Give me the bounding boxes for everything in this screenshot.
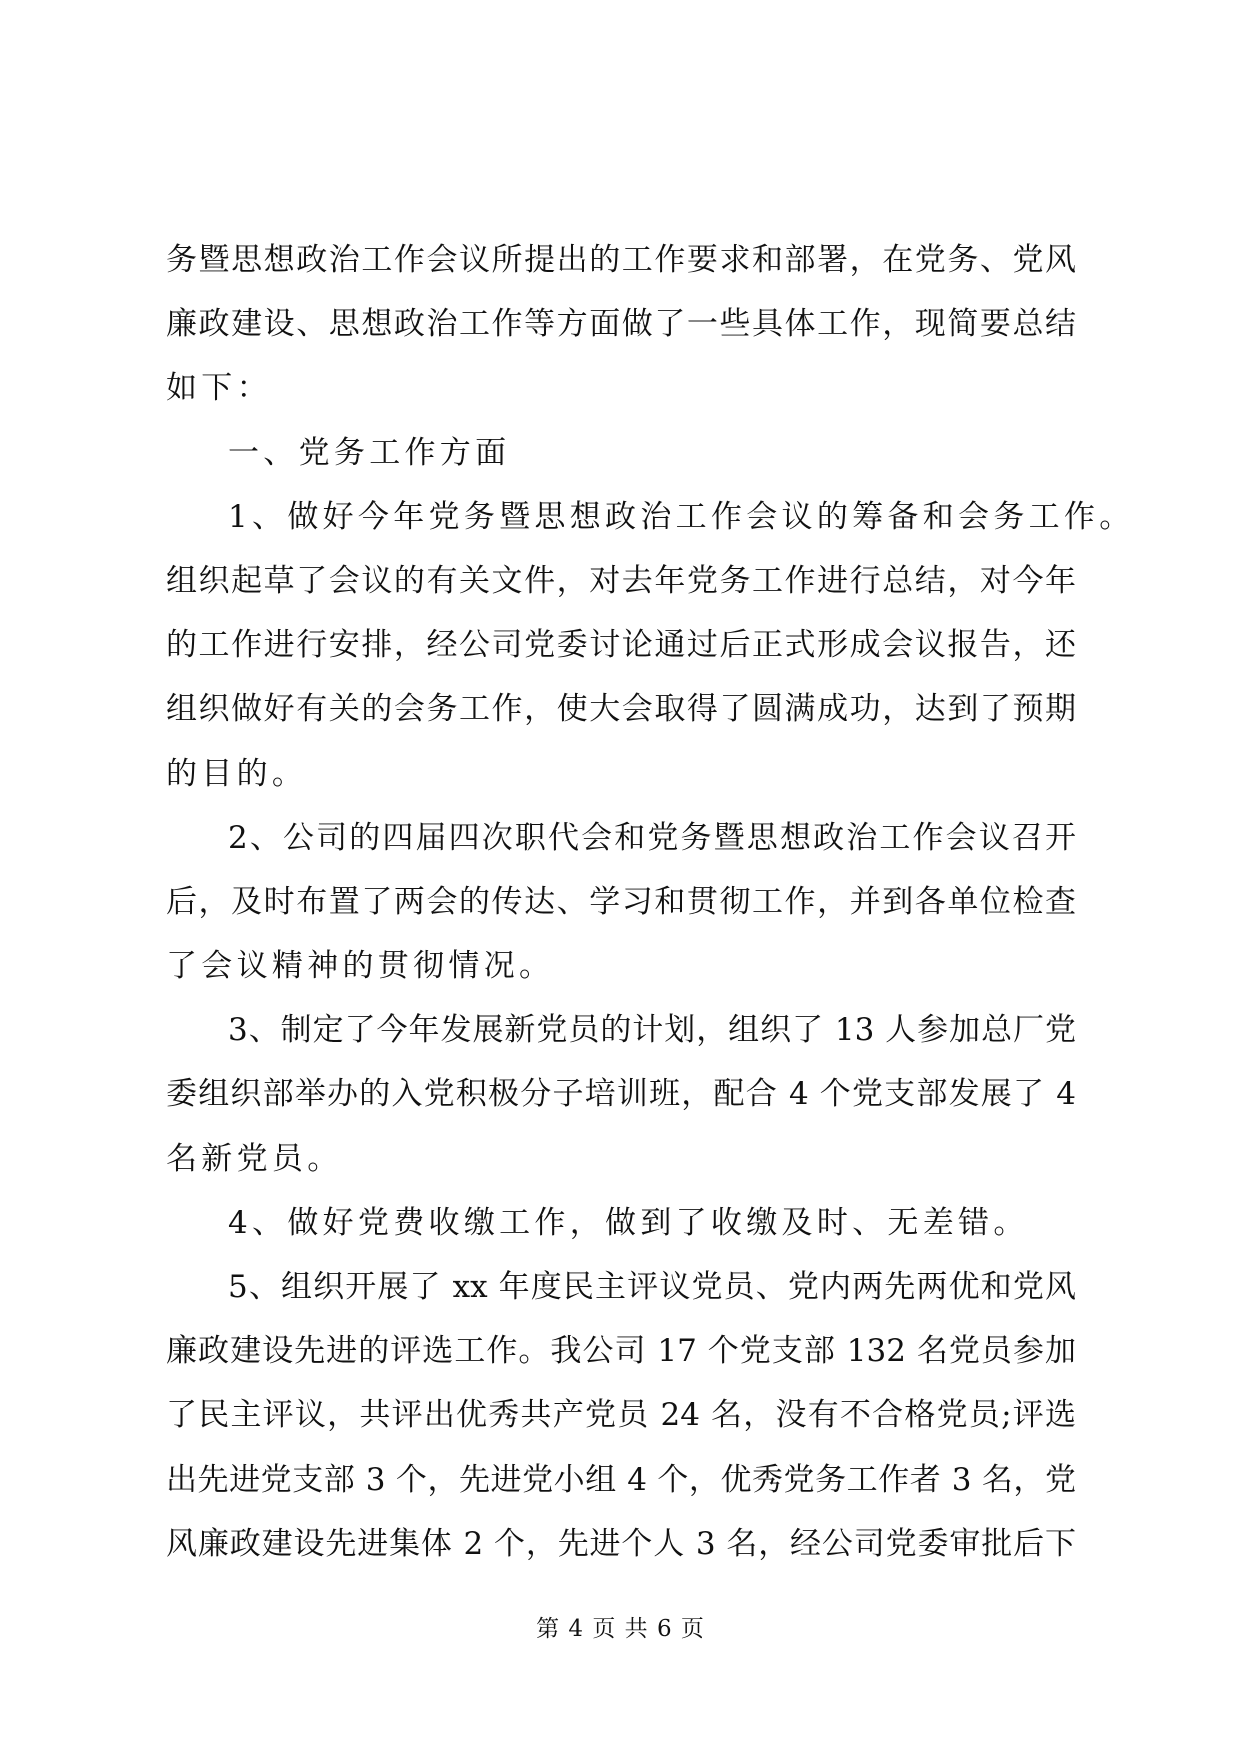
section-heading: 一、党务工作方面: [228, 434, 511, 471]
text-line: 3、制定了今年发展新党员的计划，组织了 13 人参加总厂党: [228, 1012, 1076, 1049]
text-line: 委组织部举办的入党积极分子培训班，配合 4 个党支部发展了 4: [166, 1076, 1076, 1113]
text-line: 的目的。: [166, 755, 308, 792]
text-line: 5、组织开展了 xx 年度民主评议党员、党内两先两优和党风: [228, 1269, 1076, 1305]
text-line: 如下：: [166, 370, 272, 407]
text-line: 廉政建设、思想政治工作等方面做了一些具体工作，现简要总结: [166, 306, 1076, 343]
text-line: 风廉政建设先进集体 2 个，先进个人 3 名，经公司党委审批后下: [166, 1525, 1076, 1562]
text-line: 1、做好今年党务暨思想政治工作会议的筹备和会务工作。: [228, 498, 1135, 535]
text-line: 后，及时布置了两会的传达、学习和贯彻工作，并到各单位检查: [166, 883, 1076, 920]
text-line: 4、做好党费收缴工作，做到了收缴及时、无差错。: [228, 1204, 1029, 1241]
document-body: [166, 228, 1135, 1576]
text-line: 出先进党支部 3 个，先进党小组 4 个，优秀党务工作者 3 名，党: [166, 1461, 1076, 1498]
page-number-footer: 第 4 页 共 6 页: [536, 1616, 705, 1642]
text-line: 的工作进行安排，经公司党委讨论通过后正式形成会议报告，还: [166, 627, 1076, 664]
text-line: 组织做好有关的会务工作，使大会取得了圆满成功，达到了预期: [166, 691, 1076, 728]
text-line: 了会议精神的贯彻情况。: [166, 948, 555, 985]
text-line: 组织起草了会议的有关文件，对去年党务工作进行总结，对今年: [166, 562, 1076, 599]
text-line: 廉政建设先进的评选工作。我公司 17 个党支部 132 名党员参加: [166, 1333, 1076, 1370]
text-line: 名新党员。: [166, 1140, 343, 1177]
text-line: 了民主评议，共评出优秀共产党员 24 名，没有不合格党员;评选: [166, 1397, 1076, 1434]
text-line: 2、公司的四届四次职代会和党务暨思想政治工作会议召开: [228, 819, 1076, 856]
text-line: 务暨思想政治工作会议所提出的工作要求和部署，在党务、党风: [166, 242, 1076, 278]
